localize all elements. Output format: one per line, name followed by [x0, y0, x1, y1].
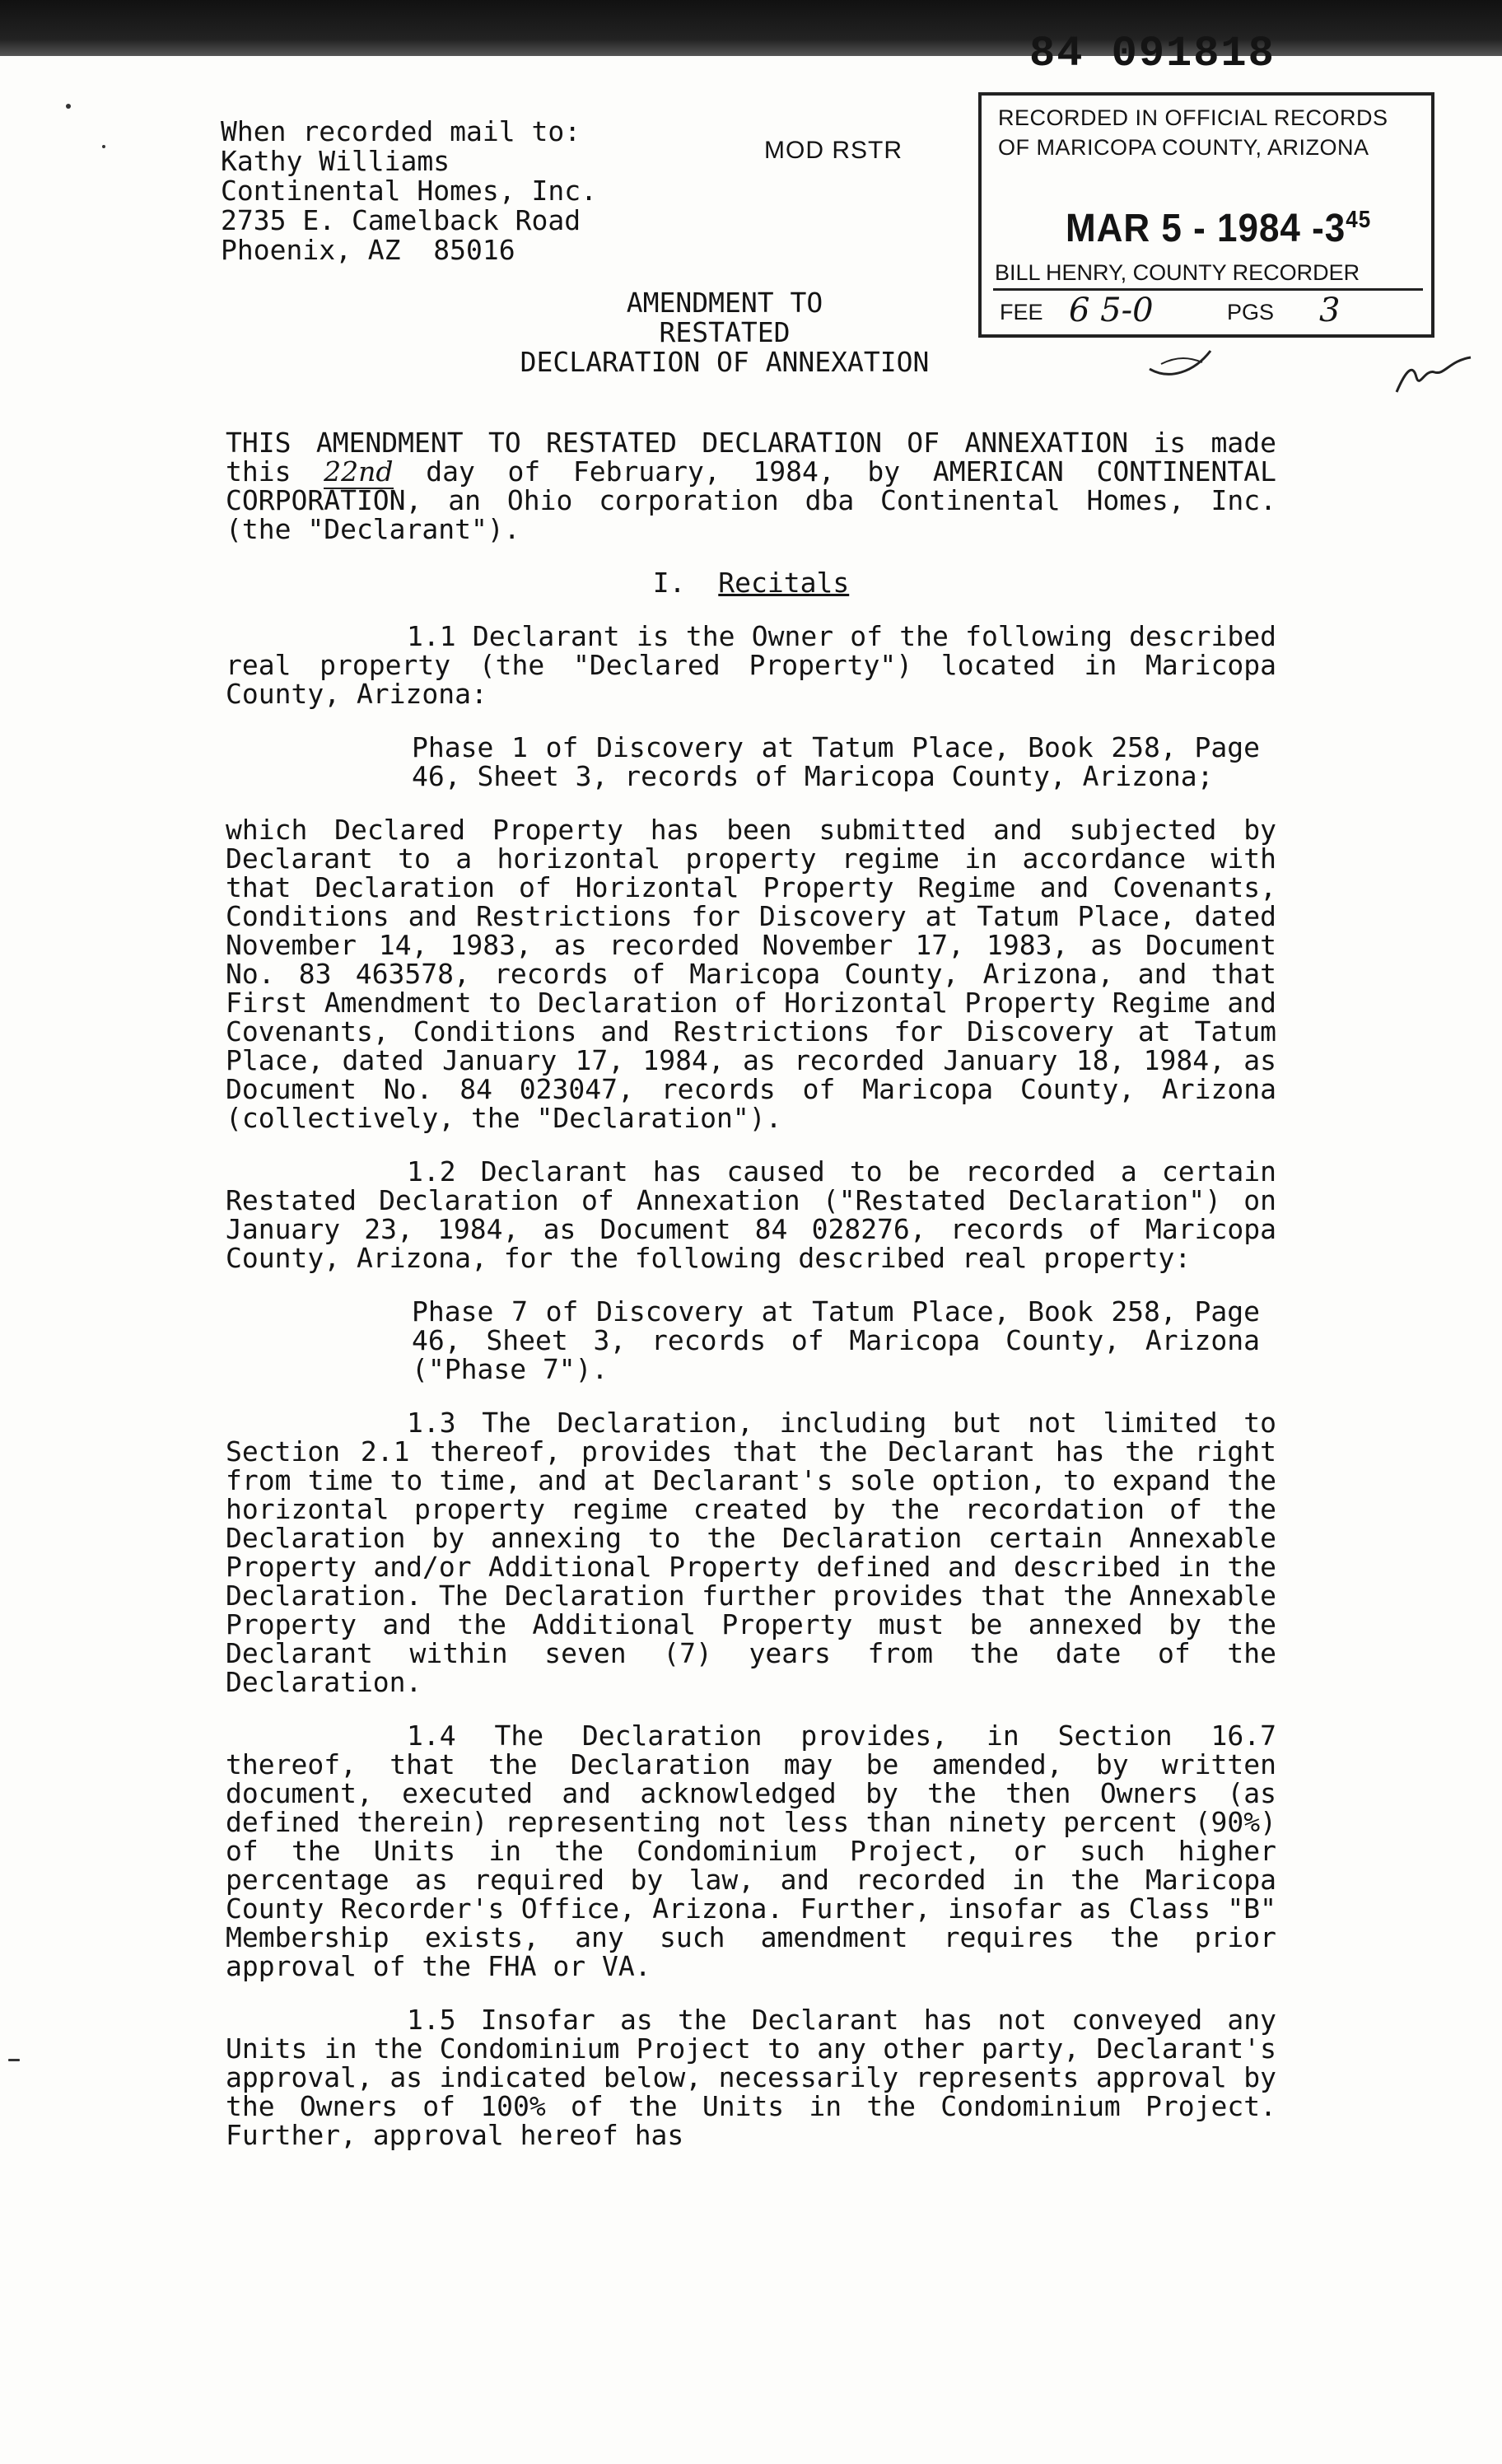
document-number: 84 091818	[1029, 30, 1276, 78]
document-title	[478, 288, 972, 377]
quote-phase-7: Phase 7 of Discovery at Tatum Place, Book 258, Page 46, Sheet 3, records of Maricopa County, Arizona ("Phase 7").	[412, 1295, 1260, 1385]
document-body	[226, 428, 1276, 2174]
mail-to-block	[221, 117, 597, 265]
stamp-line-2: OF MARICOPA COUNTY, ARIZONA	[998, 135, 1369, 160]
intro-text-1: THIS AMENDMENT TO RESTATED DECLARATION OF ANNEXATION is made this	[226, 427, 1276, 488]
mail-to-line: Kathy Williams	[221, 145, 450, 177]
paragraph-1-3: 1.3 The Declaration, including but not limited to Section 2.1 thereof, provides that the Declarant has the right from time to time, and at Declarant's sole option, to expand the horizontal property regime created by the recordation of the Declaration by annexing to the Declaration certain Annexable Property and/or Additional Property defined and described in the Declaration. The Declaration further provides that the Annexable Property and the Additional Property must be annexed by the Declarant within seven (7) years from the date of the Declaration.	[226, 1407, 1276, 1698]
intro-paragraph	[226, 428, 1276, 544]
paragraph-1-1: 1.1 Declarant is the Owner of the following described real property (the "Declared Property") located in Maricopa County, Arizona:	[226, 620, 1276, 710]
quote-phase-1: Phase 1 of Discovery at Tatum Place, Book 258, Page 46, Sheet 3, records of Maricopa County, Arizona;	[412, 731, 1260, 792]
paragraph-1-5: 1.5 Insofar as the Declarant has not conveyed any Units in the Condominium Project to any other party, Declarant's approval, as indicated below, necessarily represents approval by the Owners of 100% of the Units in the Condominium Project. Further, approval hereof has	[226, 2004, 1276, 2151]
section-heading	[226, 568, 1276, 597]
paragraph-1-2: 1.2 Declarant has caused to be recorded a certain Restated Declaration of Annexation ("Restated Declaration") on January 23, 1984, as Document 84 028276, records of Maricopa County, Arizona, for the following described real property:	[226, 1155, 1276, 1274]
mail-to-line: Phoenix, AZ 85016	[221, 234, 515, 266]
mail-to-line: Continental Homes, Inc.	[221, 175, 597, 207]
paragraph-1-1-continued: which Declared Property has been submitted and subjected by Declarant to a horizontal property regime in accordance with that Declaration of Horizontal Property Regime and Covenants, Conditions and Restrictions for Discovery at Tatum Place, dated November 14, 1983, as recorded November 17, 1983, as Document No. 83 463578, records of Maricopa County, Arizona, and that First Amendment to Declaration of Horizontal Property Regime and Covenants, Conditions and Restrictions for Discovery at Tatum Place, dated January 17, 1984, as recorded January 18, 1984, as Document No. 84 023047, records of Maricopa County, Arizona (collectively, the "Declaration").	[226, 814, 1276, 1134]
stamp-fee-value: 6 5-0	[1069, 292, 1154, 329]
handwritten-day: 22nd	[324, 455, 394, 488]
stamp-date-text: MAR 5 - 1984 -3	[1066, 206, 1346, 251]
mail-to-line: When recorded mail to:	[221, 115, 581, 147]
scan-speck	[66, 104, 71, 109]
stamp-initial-mark	[1145, 339, 1219, 380]
title-line-1: AMENDMENT TO	[626, 287, 823, 319]
scan-speck	[8, 2059, 20, 2061]
title-line-3: DECLARATION OF ANNEXATION	[520, 346, 930, 378]
section-title: Recitals	[718, 567, 850, 599]
scan-top-edge	[0, 0, 1502, 56]
stamp-line-1: RECORDED IN OFFICIAL RECORDS	[998, 105, 1388, 130]
mail-to-line: 2735 E. Camelback Road	[221, 204, 581, 236]
mod-stamp: MOD RSTR	[764, 137, 903, 164]
stamp-pgs-value: 3	[1319, 292, 1341, 329]
paragraph-1-4: 1.4 The Declaration provides, in Section 16.7 thereof, that the Declaration may be amended, by written document, executed and acknowledged by the then Owners (as defined therein) representing not less than ninety percent (90%) of the Units in the Condominium Project, or such higher percentage as required by law, and recorded in the Maricopa County Recorder's Office, Arizona. Further, insofar as Class "B" Membership exists, any such amendment requires the prior approval of the FHA or VA.	[226, 1720, 1276, 1982]
intro-text-2: day of February, 1984, by AMERICAN CONTINENTAL CORPORATION, an Ohio corporation dba Continental Homes, Inc. (the "Declarant").	[226, 455, 1276, 545]
stamp-recorder: BILL HENRY, COUNTY RECORDER	[995, 260, 1360, 285]
title-line-2: RESTATED	[659, 316, 791, 348]
stamp-time-minutes: 45	[1346, 205, 1372, 233]
margin-initials-mark	[1392, 352, 1490, 402]
section-number: I.	[652, 567, 686, 599]
recording-stamp	[978, 92, 1434, 338]
stamp-pgs-label: PGS	[1227, 300, 1275, 324]
stamp-divider	[993, 288, 1423, 291]
stamp-fee-label: FEE	[1000, 300, 1043, 324]
scan-speck	[102, 145, 105, 148]
stamp-date	[1066, 205, 1371, 251]
